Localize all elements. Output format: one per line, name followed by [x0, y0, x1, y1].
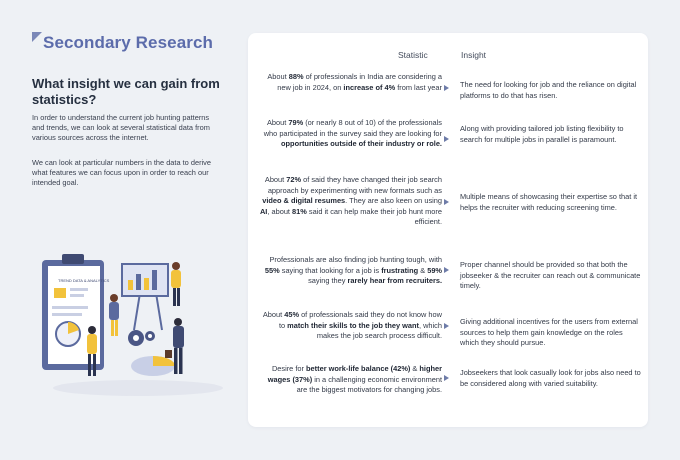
- insight-cell: The need for looking for job and the reliance on digital platforms to do that has risen.: [460, 80, 637, 100]
- board-title: TREND DATA & ANALYTICS: [58, 278, 110, 283]
- gear-icon: [128, 330, 155, 346]
- section-subheading: What insight we can gain from statistics?: [32, 76, 220, 107]
- analytics-illustration: [28, 238, 228, 398]
- arrow-right-icon: [444, 136, 449, 142]
- insight-cell: Jobseekers that look casually look for jobs also need to be considered along with varied suitability.: [460, 368, 641, 388]
- intro-paragraph-2: We can look at particular numbers in the data to derive what features we can focus upon in order to reach our intended goal.: [32, 158, 211, 187]
- person-figure-3: [171, 262, 181, 306]
- insight-cell: Proper channel should be provided so that both the jobseeker & the recruiter can reach out & communicate timely.: [460, 260, 641, 291]
- statistic-cell: About 88% of professionals in India are considering a new job in 2024, on increase of 4% from last year: [267, 72, 442, 92]
- insight-cell: Multiple means of showcasing their expertise so that it helps the recruiter with reducing screening time.: [460, 192, 638, 212]
- arrow-right-icon: [444, 323, 449, 329]
- arrow-right-icon: [444, 85, 449, 91]
- statistic-cell: About 45% of professionals said they do not know how to match their skills to the job they want, which makes the job search process difficult.: [262, 310, 442, 341]
- intro-paragraph-1: In order to understand the current job hunting patterns and trends, we can look at several statistical data from various sources across the internet.: [32, 113, 210, 142]
- column-header-statistic: Statistic: [398, 50, 428, 60]
- person-figure-2: [109, 294, 119, 336]
- pie-chart-icon: [131, 356, 175, 376]
- statistic-cell: About 79% (or nearly 8 out of 10) of the professionals who participated in the survey said they are looking for opportunities outside of their industry or role.: [263, 118, 442, 149]
- page-title: Secondary Research: [43, 33, 213, 52]
- statistic-cell: About 72% of said they have changed their job search approach by experimenting with new formats such as video & digital resumes. They are also keen on using AI, about 81% said it can help make their job hunt more efficient.: [259, 175, 442, 227]
- arrow-right-icon: [444, 199, 449, 205]
- arrow-right-icon: [444, 375, 449, 381]
- column-header-insight: Insight: [461, 50, 487, 60]
- presentation-board-icon: [122, 264, 168, 330]
- insight-cell: Along with providing tailored job listing flexibility to search for multiple jobs in parallel is paramount.: [460, 124, 624, 144]
- statistic-cell: Desire for better work-life balance (42%) & higher wages (37%) in a challenging economic environment are the biggest motivators for changing jobs.: [267, 364, 442, 395]
- insight-cell: Giving additional incentives for the users from external sources to help them gain knowledge on the roles which they should pursue.: [460, 317, 638, 348]
- arrow-right-icon: [444, 267, 449, 273]
- heading-corner-mark: [32, 32, 42, 42]
- statistic-cell: Professionals are also finding job hunting tough, with 55% saying that looking for a job is frustrating & 59% saying they rarely hear from recruiters.: [264, 255, 442, 286]
